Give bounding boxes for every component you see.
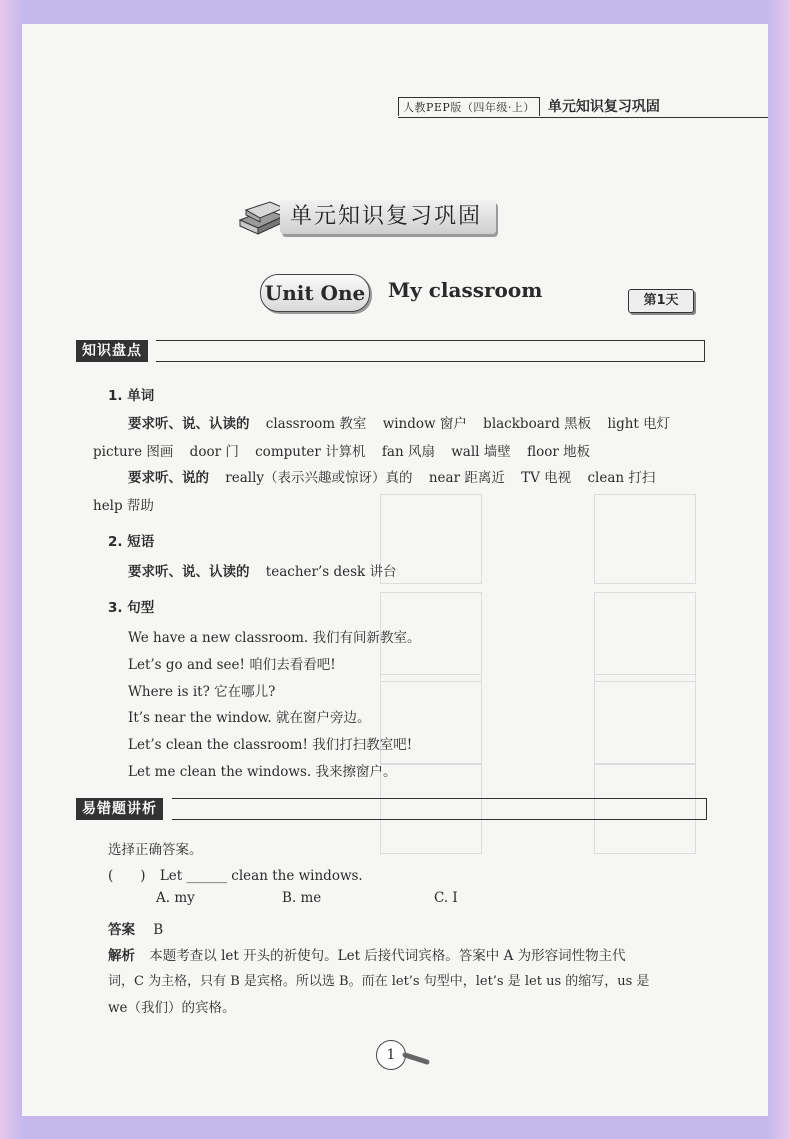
unit-label: Unit One bbox=[260, 274, 370, 312]
section-title: 知识盘点 bbox=[76, 340, 148, 362]
main-title: 单元知识复习巩固 bbox=[280, 200, 496, 234]
requirement-label: 要求听、说、认读的 bbox=[128, 416, 250, 432]
phrases-heading: 2. 短语 bbox=[108, 534, 155, 550]
bleed-through-box bbox=[594, 494, 696, 584]
answer-line bbox=[108, 918, 163, 938]
analysis-line-3: we（我们）的宾格。 bbox=[108, 1000, 236, 1016]
analysis-text: 本题考查以 let 开头的祈使句。Let 后接代词宾格。答案中 A 为形容词性物主代 bbox=[149, 948, 626, 964]
words-heading: 1. 单词 bbox=[108, 388, 155, 404]
page-number: 1 bbox=[376, 1040, 406, 1070]
phrase-item: teacher’s desk 讲台 bbox=[265, 564, 397, 580]
answer-label: 答案 bbox=[108, 922, 135, 938]
answer-value: B bbox=[153, 922, 164, 938]
section-header-knowledge bbox=[76, 340, 706, 362]
vocab-item: picture 图画 bbox=[93, 444, 174, 460]
vocab-item: wall 墙壁 bbox=[451, 444, 511, 460]
vocab-item: clean 打扫 bbox=[587, 470, 656, 486]
sentence-item: Let’s clean the classroom! 我们打扫教室吧! bbox=[128, 737, 413, 753]
main-title-banner bbox=[236, 196, 566, 242]
vocab-item: TV 电视 bbox=[521, 470, 572, 486]
answer-paren: ( ) bbox=[108, 868, 146, 884]
analysis-line-2: 词，C 为主格，只有 B 是宾格。所以选 B。而在 let’s 句型中，let’s 是 let us 的缩写，us 是 bbox=[108, 974, 650, 989]
words-line-3 bbox=[128, 466, 655, 486]
section-rule-box bbox=[172, 798, 707, 820]
exercise-question bbox=[108, 864, 363, 884]
vocab-item: classroom 教室 bbox=[265, 416, 367, 432]
header-title: 单元知识复习巩固 bbox=[547, 99, 660, 115]
sentence-item: Let me clean the windows. 我来擦窗户。 bbox=[128, 764, 397, 780]
sentence-item: We have a new classroom. 我们有间新教室。 bbox=[128, 630, 421, 646]
vocab-item: light 电灯 bbox=[607, 416, 671, 432]
edition-label: 人教PEP版（四年级·上） bbox=[398, 97, 540, 116]
words-line-2 bbox=[93, 440, 590, 460]
phrases-line bbox=[128, 560, 397, 580]
bleed-through-box bbox=[594, 592, 696, 682]
section-header-mistakes bbox=[76, 798, 708, 820]
sentence-item: It’s near the window. 就在窗户旁边。 bbox=[128, 710, 371, 726]
vocab-item: really（表示兴趣或惊讶）真的 bbox=[225, 470, 413, 486]
section-title: 易错题讲析 bbox=[76, 798, 163, 820]
sentence-item: Where is it? 它在哪儿? bbox=[128, 684, 276, 700]
day-badge: 第1天 bbox=[628, 289, 694, 313]
vocab-item: floor 地板 bbox=[527, 444, 591, 460]
sentence-item: Let’s go and see! 咱们去看看吧! bbox=[128, 657, 336, 673]
option-b: B. me bbox=[282, 890, 322, 906]
vocab-item: door 门 bbox=[189, 444, 239, 460]
section-rule-box bbox=[156, 340, 705, 362]
analysis-label: 解析 bbox=[108, 948, 135, 964]
requirement-label: 要求听、说、认读的 bbox=[128, 564, 250, 580]
words-line-1 bbox=[128, 412, 670, 432]
question-text: Let ______ clean the windows. bbox=[159, 868, 363, 884]
analysis-line-1 bbox=[108, 944, 626, 964]
exercise-instruction: 选择正确答案。 bbox=[108, 842, 203, 858]
vocab-item: computer 计算机 bbox=[255, 444, 366, 460]
option-a: A. my bbox=[156, 890, 195, 906]
requirement-label: 要求听、说的 bbox=[128, 470, 209, 486]
vocab-item: fan 风扇 bbox=[381, 444, 435, 460]
vocab-item: window 窗户 bbox=[382, 416, 467, 432]
bleed-through-box bbox=[594, 674, 696, 764]
running-header bbox=[398, 94, 660, 116]
sentences-heading: 3. 句型 bbox=[108, 600, 155, 616]
words-line-4: help 帮助 bbox=[93, 498, 154, 514]
vocab-item: blackboard 黑板 bbox=[483, 416, 592, 432]
header-rule bbox=[398, 117, 768, 118]
option-c: C. I bbox=[434, 890, 458, 906]
unit-name: My classroom bbox=[388, 278, 543, 302]
vocab-item: near 距离近 bbox=[428, 470, 505, 486]
